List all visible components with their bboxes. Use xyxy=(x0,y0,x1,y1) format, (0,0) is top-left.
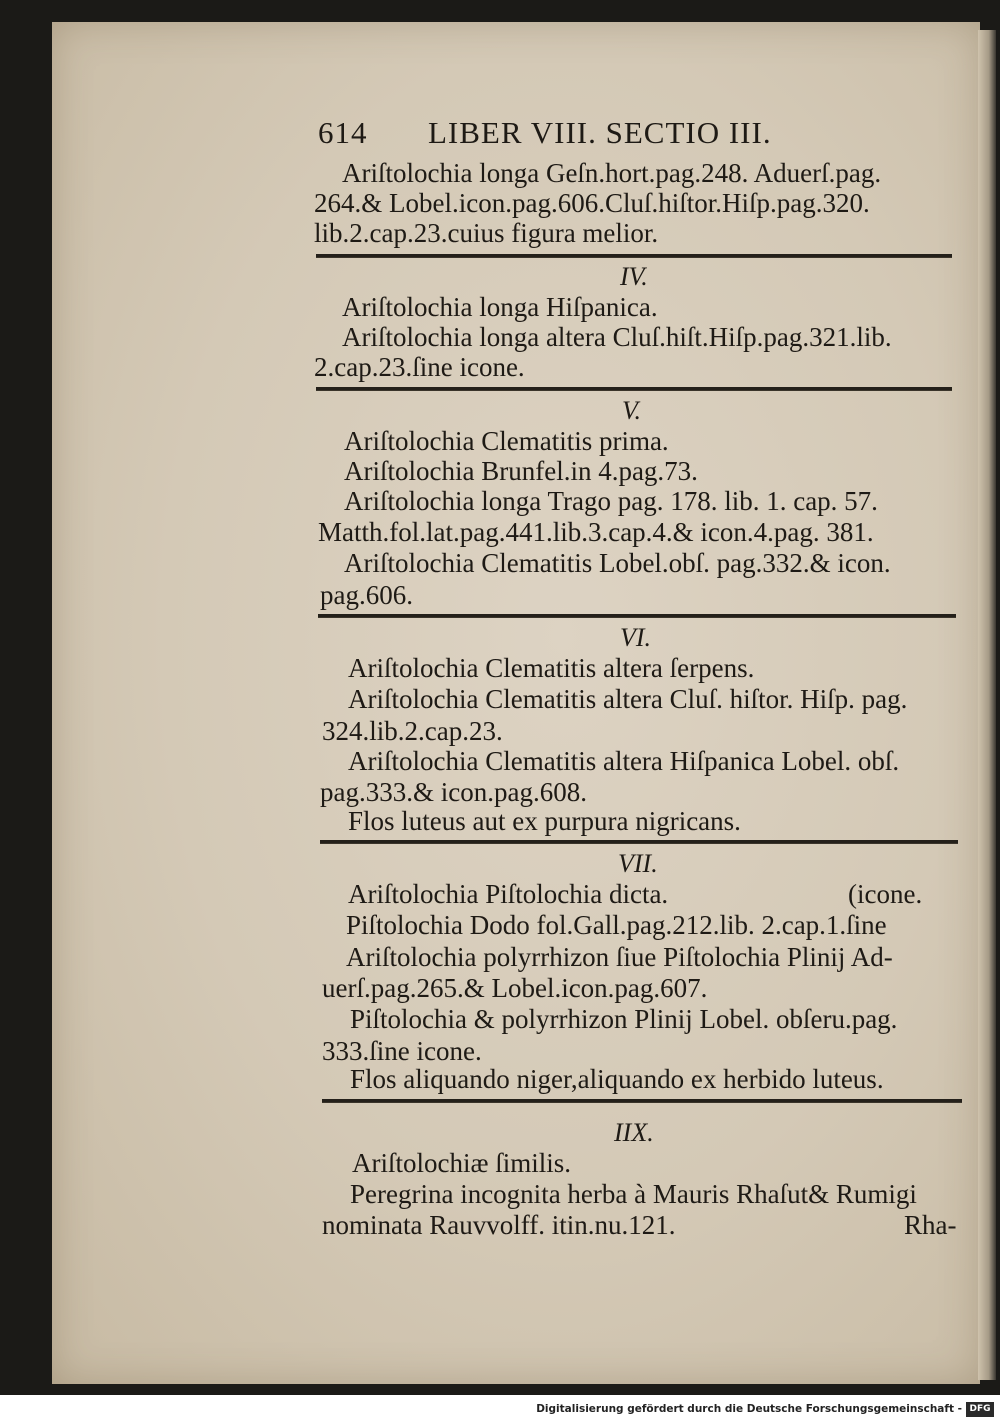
text-line: (icone. xyxy=(848,879,923,909)
text-line: Ariſtolochia longa Geſn.hort.pag.248. Aduerſ.pag. xyxy=(342,158,882,188)
text-line: Ariſtolochia longa Trago pag. 178. lib. 1. cap. 57. xyxy=(344,486,878,516)
section-number: IV. xyxy=(620,262,648,291)
footer-credit: Digitalisierung gefördert durch die Deutsche Forschungsgemeinschaft - xyxy=(536,1403,962,1415)
text-line: lib.2.cap.23.cuius figura melior. xyxy=(314,218,659,248)
text-line: Flos aliquando niger,aliquando ex herbido luteus. xyxy=(350,1064,884,1094)
text-line: Ariſtolochia Clematitis altera ſerpens. xyxy=(348,653,755,683)
text-line: 264.& Lobel.icon.pag.606.Cluſ.hiſtor.Hiſp.pag.320. xyxy=(314,188,870,218)
section-rule xyxy=(316,254,952,258)
text-line: 324.lib.2.cap.23. xyxy=(322,716,503,746)
section-rule xyxy=(316,387,952,391)
section-rule xyxy=(320,840,958,844)
section-rule xyxy=(318,614,956,618)
text-line: Ariſtolochia Clematitis Lobel.obſ. pag.332.& icon. xyxy=(344,548,891,578)
text-line: Ariſtolochia polyrrhizon ſiue Piſtolochia Plinij Ad- xyxy=(346,942,893,972)
section-number: VII. xyxy=(618,849,658,878)
text-line: Ariſtolochia Clematitis prima. xyxy=(344,426,669,456)
text-line: Ariſtolochia longa Hiſpanica. xyxy=(342,292,658,322)
text-line: uerſ.pag.265.& Lobel.icon.pag.607. xyxy=(322,973,708,1003)
text-line: Ariſtolochia Clematitis altera Hiſpanica Lobel. obſ. xyxy=(348,746,900,776)
text-line: 333.ſine icone. xyxy=(322,1036,482,1066)
text-line: Ariſtolochia Clematitis altera Cluſ. hiſtor. Hiſp. pag. xyxy=(348,684,908,714)
section-number: V. xyxy=(622,396,642,425)
page-title: LIBER VIII. SECTIO III. xyxy=(428,115,772,150)
text-line: pag.333.& icon.pag.608. xyxy=(320,777,587,807)
section-rule xyxy=(322,1099,962,1103)
text-line: Ariſtolochiæ ſimilis. xyxy=(352,1148,572,1178)
text-line: Matth.fol.lat.pag.441.lib.3.cap.4.& icon.4.pag. 381. xyxy=(318,517,874,547)
text-line: Piſtolochia Dodo fol.Gall.pag.212.lib. 2.cap.1.ſine xyxy=(346,910,887,940)
page-number: 614 xyxy=(318,115,368,150)
text-line: Peregrina incognita herba à Mauris Rhaſut& Rumigi xyxy=(350,1179,917,1209)
section-number: IIX. xyxy=(614,1118,654,1147)
text-line: Ariſtolochia Piſtolochia dicta. xyxy=(348,879,669,909)
text-line: pag.606. xyxy=(320,580,413,610)
catchword: Rha- xyxy=(904,1210,957,1240)
text-line: Ariſtolochia Brunfel.in 4.pag.73. xyxy=(344,456,698,486)
footer-bar xyxy=(0,1400,1000,1423)
section-number: VI. xyxy=(620,623,652,652)
dfg-logo: DFG xyxy=(966,1402,994,1417)
page-edge xyxy=(978,30,996,1380)
text-line: Ariſtolochia longa altera Cluſ.hiſt.Hiſp.pag.321.lib. xyxy=(342,322,892,352)
text-line: Piſtolochia & polyrrhizon Plinij Lobel. obſeru.pag. xyxy=(350,1004,898,1034)
text-line: 2.cap.23.ſine icone. xyxy=(314,352,525,382)
text-line: Flos luteus aut ex purpura nigricans. xyxy=(348,806,741,836)
text-line: nominata Rauvvolff. itin.nu.121. xyxy=(322,1210,676,1240)
